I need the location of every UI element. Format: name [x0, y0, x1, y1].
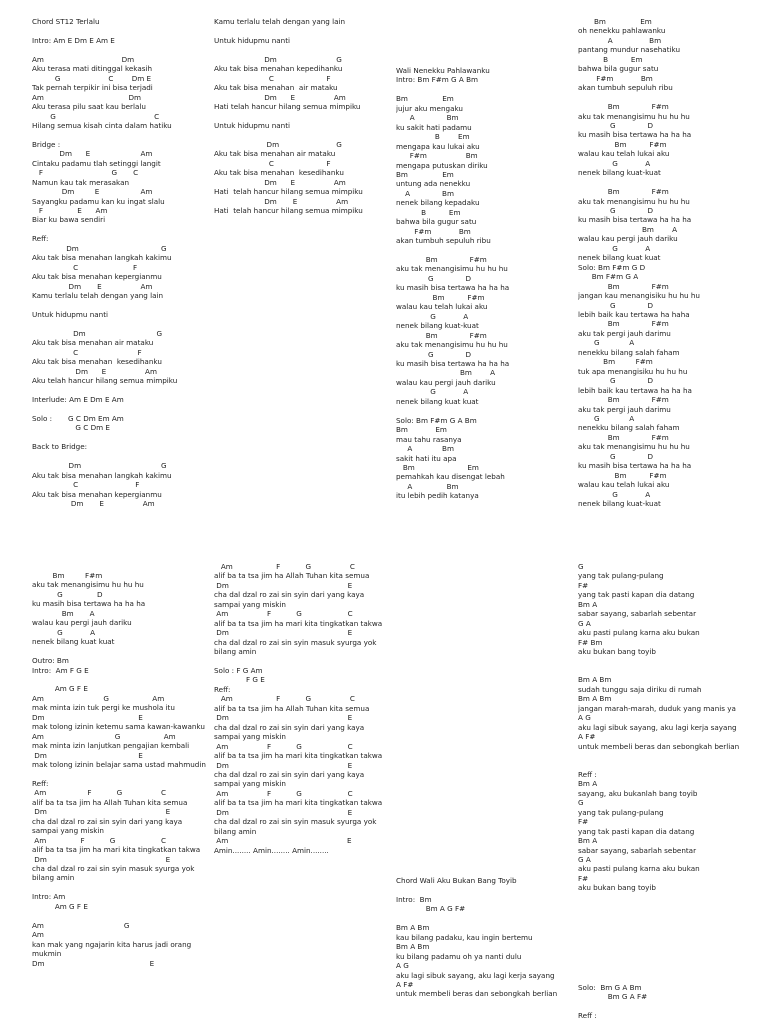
lyric-line: Intro: Am F G E — [32, 665, 89, 675]
blank-line — [32, 675, 210, 684]
chord-line: Bm A — [396, 368, 496, 378]
chord-line: A Bm — [578, 35, 662, 45]
blank-line — [32, 319, 210, 328]
lyric-line: yang tak pulang-pulang — [578, 807, 664, 817]
chord-line: Bm Em — [578, 17, 652, 26]
chord-line: F G E — [214, 675, 265, 685]
blank-line — [32, 26, 210, 35]
blank-line — [32, 433, 210, 442]
lyric-line: cha dal dzal ro zai sin syin dari yang kaya sampai yang miskin — [214, 722, 367, 742]
lyric-line: nenek bilang kuat kuat — [578, 253, 661, 263]
lyric-line: mak minta izin tuk pergi ke mushola itu — [32, 703, 175, 713]
chord-line: A F# — [396, 979, 414, 989]
chord-line: F#m Bm — [578, 73, 653, 83]
blank-line — [578, 93, 756, 102]
chord-line: Am F G C — [32, 788, 167, 798]
lyric-line: alif ba ta tsa jim ha mari kita tingkatkan takwa — [32, 845, 201, 855]
lyric-line: Intro: Am E Dm E Am E — [32, 35, 115, 45]
lyric-line: Aku tak bisa menahan kepergianmu — [32, 489, 162, 499]
lyric-line: aku tak menangisimu hu hu hu — [32, 580, 144, 590]
blank-line — [32, 769, 210, 778]
chord-line: Dm G — [214, 139, 342, 149]
chord-line: Am G Am — [32, 693, 165, 703]
chord-line: Bm Em — [396, 94, 454, 104]
chord-line: A Bm — [396, 444, 454, 454]
blank-line — [214, 657, 392, 666]
chord-line: F#m Bm — [396, 151, 478, 161]
chord-line: G A — [578, 158, 651, 168]
lyric-line: Bridge : — [32, 139, 61, 149]
chord-line: A Bm — [396, 113, 459, 123]
lyric-line: Outro: Bm — [32, 656, 69, 666]
chord-line: G C — [32, 111, 160, 121]
chord-line: G D — [578, 451, 654, 461]
lyric-line: oh nenekku pahlawanku — [578, 26, 666, 36]
lyric-line: sabar sayang, sabarlah sebentar — [578, 609, 697, 619]
chord-line: Dm E Am — [32, 187, 153, 197]
lyric-line: untung ada nenekku — [396, 179, 471, 189]
chord-line: Bm F#m — [396, 330, 487, 340]
lyric-line: Aku tak bisa menahan kepedihanku — [214, 64, 343, 74]
lyric-line: Sayangku padamu kan ku ingat slalu — [32, 196, 165, 206]
lyric-line: ku masih bisa tertawa ha ha ha — [578, 215, 692, 225]
chord-line: G — [578, 562, 584, 571]
lyric-line: Biar ku bawa sendiri — [32, 215, 106, 225]
chord-line: Bm F#m — [578, 281, 669, 291]
lyric-line: alif ba ta tsa jim ha Allah Tuhan kita semua — [214, 571, 370, 581]
lyric-line: akan tumbuh sepuluh ribu — [578, 83, 673, 93]
chord-line: Am G F E — [32, 684, 88, 694]
lyric-line: untuk membeli beras dan sebongkah berlian — [396, 989, 558, 999]
blank-line — [32, 386, 210, 395]
chord-line: Dm E — [214, 580, 353, 590]
chord-line: Am G F E — [32, 901, 88, 911]
chord-line: Am F G C — [214, 741, 353, 751]
lyric-line: Untuk hidupmu nanti — [214, 120, 291, 130]
chord-line: Am E — [214, 836, 352, 846]
lyric-line: pemahkah kau disengat lebah — [396, 472, 505, 482]
chord-line: G C Dm E — [32, 423, 110, 433]
chord-line: G A — [396, 311, 469, 321]
lyric-line: ku bilang padamu oh ya nanti dulu — [396, 951, 522, 961]
lyric-line: Intro: Bm — [396, 894, 432, 904]
chord-line: F# Bm — [578, 637, 603, 647]
chord-line: Am F G C — [214, 609, 353, 619]
lyric-line: Solo : G C Dm Em Am — [32, 413, 124, 423]
lyric-line: yang tak pasti kapan dia datang — [578, 590, 695, 600]
chord-line: Dm E Am — [32, 366, 157, 376]
lyric-line: walau kau telah lukai aku — [396, 302, 488, 312]
lyric-line: aku tak menangisimu hu hu hu — [578, 442, 690, 452]
col-1-top — [32, 17, 210, 508]
chord-line: G D — [578, 376, 654, 386]
col-3-bottom — [396, 876, 574, 999]
lyric-line: bahwa bila gugur satu — [396, 217, 477, 227]
chord-line: Am F G C — [214, 562, 355, 571]
col-4-top — [578, 17, 756, 509]
chord-line: Bm A Bm — [578, 675, 612, 685]
lyric-line: Back to Bridge: — [32, 442, 88, 452]
lyric-line: Kamu terlalu telah dengan yang lain — [32, 291, 164, 301]
lyric-line: Tak pernah terpikir ini bisa terjadi — [32, 83, 153, 93]
chord-line: Dm E Am — [214, 177, 346, 187]
chord-line: Am Dm — [32, 92, 141, 102]
blank-line — [578, 760, 756, 769]
chord-line: Bm A Bm — [396, 942, 430, 952]
chord-line: Bm F#m — [578, 319, 669, 329]
lyric-line: untuk membeli beras dan sebongkah berlian — [578, 741, 740, 751]
lyric-line: pantang mundur nasehatiku — [578, 45, 681, 55]
chord-line: Bm F#m — [578, 102, 669, 112]
chord-line: F G C — [32, 168, 139, 178]
chord-line: Dm E — [32, 712, 143, 722]
chord-line: A G — [396, 961, 409, 971]
lyric-line: Solo: Bm F#m G D — [578, 262, 646, 272]
chord-line: Bm Em — [396, 425, 447, 435]
lyric-line: Amin........ Amin........ Amin........ — [214, 845, 329, 855]
lyric-line: Namun kau tak merasakan — [32, 177, 130, 187]
lyric-line: alif ba ta tsa jim ha Allah Tuhan kita semua — [214, 703, 370, 713]
blank-line — [396, 246, 574, 255]
chord-line: G A — [32, 627, 96, 637]
lyric-line: mak minta izin lanjutkan pengajian kembali — [32, 741, 190, 751]
lyric-line: ku masih bisa tertawa ha ha ha — [396, 359, 510, 369]
lyric-line: aku tak menangisimu hu hu hu — [578, 196, 690, 206]
chord-line: Dm E Am — [32, 149, 153, 159]
lyric-line: aku tak menangisimu hu hu hu — [578, 111, 690, 121]
lyric-line: aku lagi sibuk sayang, aku lagi kerja sayang — [396, 970, 555, 980]
blank-line — [32, 647, 210, 656]
chord-line: C F — [214, 158, 331, 168]
chord-line: Am G Am — [32, 731, 176, 741]
chord-line: Bm F#m — [578, 357, 653, 367]
lyric-line: lebih baik kau tertawa ha haha — [578, 310, 690, 320]
chord-line: Dm E — [32, 750, 143, 760]
chord-line: Bm A Bm — [578, 694, 612, 704]
lyric-line: ku masih bisa tertawa ha ha ha — [32, 599, 146, 609]
lyric-line: cha dal dzal ro zai sin syin dari yang kaya sampai yang miskin — [32, 816, 185, 836]
lyric-line: aku tak pergi jauh darimu — [578, 404, 671, 414]
blank-line — [214, 112, 392, 121]
lyric-line: Cintaku padamu tlah setinggi langit — [32, 158, 161, 168]
lyric-line: lebih baik kau tertawa ha ha ha — [578, 385, 692, 395]
lyric-line: aku lagi sibuk sayang, aku lagi kerja sayang — [578, 722, 737, 732]
lyric-line: nenek bilang kuat-kuat — [578, 499, 661, 509]
chord-line: Dm E Am — [214, 92, 346, 102]
chord-line: B Em — [578, 54, 643, 64]
chord-line: B Em — [396, 132, 470, 142]
lyric-line: alif ba ta tsa jim ha mari kita tingkatkan takwa — [214, 618, 383, 628]
chord-line: G C Dm E — [32, 73, 152, 83]
lyric-line: mak tolong izinin ketemu sama kawan-kawanku — [32, 722, 205, 732]
chord-line: F# — [578, 580, 589, 590]
lyric-line: Aku tak bisa menahan kesedihanku — [214, 168, 344, 178]
lyric-line: Solo : F G Am — [214, 665, 263, 675]
chord-line: Am F G C — [32, 835, 167, 845]
lyric-line: Intro: Bm F#m G A Bm — [396, 75, 479, 85]
lyric-line: Hati telah hancur hilang semua mimpiku — [214, 102, 361, 112]
chord-line: G A — [578, 618, 591, 628]
lyric-line: mengapa putuskan diriku — [396, 160, 488, 170]
lyric-line: Aku tak bisa menahan air mataku — [214, 83, 338, 93]
chord-line: C F — [32, 480, 140, 490]
chord-line: Bm F#m — [578, 395, 669, 405]
lyric-line: jangan kau menangisiku hu hu hu — [578, 291, 700, 301]
chord-line: A F# — [578, 732, 596, 742]
blank-line — [32, 130, 210, 139]
blank-line — [32, 404, 210, 413]
chord-line: Bm G A F# — [578, 992, 648, 1002]
chord-line: Am — [32, 930, 44, 940]
lyric-line: Hati telah hancur hilang semua mimpiku — [214, 187, 363, 197]
chord-line: Am F G C — [214, 694, 355, 704]
lyric-line: cha dal dzal ro zai sin syin dari yang kaya sampai yang miskin — [214, 590, 367, 609]
chord-line: Bm F#m — [578, 187, 669, 197]
lyric-line: Reff: — [32, 234, 49, 244]
lyric-line: mak tolong izinin belajar sama ustad mahmudin — [32, 760, 206, 770]
lyric-line: sabar sayang, sabarlah sebentar — [578, 845, 697, 855]
lyric-line: ku sakit hati padamu — [396, 122, 472, 132]
lyric-line: sudah tunggu saja diriku di rumah — [578, 684, 702, 694]
chord-line: Bm F#m — [396, 292, 485, 302]
lyric-line: Aku tak bisa menahan air mataku — [32, 338, 154, 348]
lyric-line: aku tak pergi jauh darimu — [578, 328, 671, 338]
col-2-top — [214, 17, 392, 215]
lyric-line: nenek bilang kuat kuat — [32, 637, 115, 647]
lyric-line: nenek bilang kuat kuat — [396, 396, 479, 406]
lyric-line: ku masih bisa tertawa ha ha ha — [396, 283, 510, 293]
blank-line — [214, 45, 392, 54]
lyric-line: ku masih bisa tertawa ha ha ha — [578, 130, 692, 140]
chord-line: C F — [32, 347, 142, 357]
blank-line — [32, 452, 210, 461]
chord-line: Bm F#m — [578, 470, 667, 480]
lyric-line: aku tak menangisimu hu hu hu — [396, 264, 508, 274]
lyric-line: Kamu terlalu telah dengan yang lain — [214, 17, 346, 26]
chord-line: Dm E Am — [32, 281, 153, 291]
chord-line: G A — [396, 387, 469, 397]
lyric-line: ku masih bisa tertawa ha ha ha — [578, 461, 692, 471]
lyric-line: alif ba ta tsa jim ha Allah Tuhan kita semua — [32, 797, 188, 807]
chord-line: Dm G — [32, 328, 163, 338]
chord-line: Am Dm — [32, 54, 135, 64]
chord-line: Bm A G F# — [396, 904, 466, 914]
chord-line: Bm F#m G A — [578, 272, 639, 282]
lyric-line: tuk apa menangisiku hu hu hu — [578, 366, 688, 376]
lyric-line: cha dal dzal ro zai sin syin masuk syurga yok bilang amin — [32, 864, 197, 883]
chord-line: G D — [578, 206, 654, 216]
chord-line: Bm F#m — [578, 432, 669, 442]
lyric-line: walau kau pergi jauh dariku — [32, 618, 132, 628]
chord-line: F# — [578, 873, 589, 883]
lyric-line: Reff : — [578, 1011, 597, 1021]
chord-line: Am F G C — [214, 788, 353, 798]
lyric-line: walau kau telah lukai aku — [578, 149, 670, 159]
chord-line: Bm Em — [396, 462, 479, 472]
chord-line: Bm A Bm — [396, 923, 430, 933]
lyric-line: sakit hati itu apa — [396, 453, 457, 463]
chord-line: Dm E — [214, 628, 353, 638]
blank-line — [578, 666, 756, 675]
chord-line: Dm E — [214, 760, 353, 770]
lyric-line: aku bukan bang toyib — [578, 883, 656, 893]
chord-line: Bm F#m — [396, 255, 487, 265]
lyric-line: Chord Wali Aku Bukan Bang Toyib — [396, 876, 517, 885]
lyric-line: nenek bilang kuat-kuat — [578, 168, 661, 178]
blank-line — [396, 914, 574, 923]
lyric-line: Aku tak bisa menahan kepergianmu — [32, 272, 162, 282]
chord-line: G A — [578, 338, 635, 348]
lyric-line: walau kau telah lukai aku — [578, 480, 670, 490]
lyric-line: Aku tak bisa menahan langkah kakimu — [32, 253, 172, 263]
chord-line: G — [578, 798, 584, 808]
lyric-line: Solo: Bm F#m G A Bm — [396, 415, 477, 425]
col-3-top — [396, 66, 574, 501]
chord-line: Bm F#m — [578, 139, 667, 149]
lyric-line: cha dal dzal ro zai sin syin dari yang kaya sampai yang miskin — [214, 769, 367, 789]
lyric-line: nenekku bilang salah faham — [578, 423, 680, 433]
lyric-line: mengapa kau lukai aku — [396, 141, 480, 151]
lyric-line: sayang, aku bukanlah bang toyib — [578, 788, 698, 798]
lyric-line: cha dal dzal ro zai sin syin masuk syurga yok bilang amin — [214, 817, 379, 836]
chord-line: Bm A — [578, 836, 598, 846]
blank-line — [32, 225, 210, 234]
chord-line: G D — [396, 273, 472, 283]
lyric-line: walau kau pergi jauh dariku — [578, 234, 678, 244]
lyric-line: alif ba ta tsa jim ha mari kita tingkatkan takwa — [214, 798, 383, 808]
blank-line — [396, 885, 574, 894]
blank-line — [578, 657, 756, 666]
chord-line: G D — [578, 120, 654, 130]
lyric-line: Reff : — [578, 769, 597, 779]
lyric-line: walau kau pergi jauh dariku — [396, 377, 496, 387]
blank-line — [396, 406, 574, 415]
lyric-line: cha dal dzal ro zai sin syin masuk syurga yok bilang amin — [214, 637, 379, 657]
chord-line: Dm E Am — [214, 196, 349, 206]
lyric-line: Reff: — [32, 778, 49, 788]
chord-line: G A — [578, 489, 651, 499]
chord-line: Dm G — [32, 243, 167, 253]
lyric-line: Aku tak bisa menahan kesedihanku — [32, 357, 162, 367]
lyric-line: Wali Nenekku Pahlawanku — [396, 66, 490, 75]
blank-line — [396, 85, 574, 94]
chord-line: B Em — [396, 207, 461, 217]
lyric-line: bahwa bila gugur satu — [578, 64, 659, 74]
chord-line: Bm A — [578, 779, 598, 789]
blank-line — [32, 45, 210, 54]
lyric-line: Aku tak bisa menahan langkah kakimu — [32, 470, 172, 480]
lyric-line: akan tumbuh sepuluh ribu — [396, 236, 491, 246]
chord-line: C F — [214, 73, 331, 83]
blank-line — [32, 911, 210, 920]
chord-line: Dm E Am — [32, 498, 155, 508]
chord-line: Dm E — [214, 713, 353, 723]
chord-line: Dm E — [32, 807, 171, 817]
chord-line: Dm E — [32, 854, 171, 864]
chord-line: G A — [578, 854, 591, 864]
chord-line: G D — [578, 300, 654, 310]
col-1-bottom — [32, 571, 210, 968]
lyric-line: kan mak yang ngajarin kita harus jadi orang mukmin — [32, 939, 194, 959]
chord-line: G A — [578, 414, 635, 423]
lyric-line: Aku terasa pilu saat kau berlalu — [32, 102, 146, 112]
lyric-line: aku tak menangisimu hu hu hu — [396, 340, 508, 350]
chord-line: Dm G — [214, 54, 342, 64]
chord-line: C F — [32, 262, 138, 272]
lyric-line: nenek bilang kepadaku — [396, 198, 480, 208]
lyric-line: Aku tak bisa menahan air mataku — [214, 149, 336, 159]
chord-line: A G — [578, 713, 591, 723]
chord-line: G D — [396, 349, 472, 359]
lyric-line: Intro: Am — [32, 892, 66, 902]
chord-line: F# — [578, 817, 589, 827]
chord-line: Dm E — [214, 807, 353, 817]
chord-line: Bm A — [32, 608, 95, 618]
lyric-line: yang tak pasti kapan dia datang — [578, 826, 695, 836]
lyric-line: aku pasti pulang karna aku bukan — [578, 628, 700, 638]
lyric-line: Aku terasa mati ditinggal kekasih — [32, 64, 153, 74]
chord-line: Dm E — [32, 958, 155, 968]
chord-line: A Bm — [396, 481, 459, 491]
lyric-line: Aku telah hancur hilang semua mimpiku — [32, 376, 178, 386]
col-4-bottom-b — [578, 983, 756, 1021]
blank-line — [32, 301, 210, 310]
lyric-line: Hati telah hancur hilang semua mimpiku — [214, 206, 363, 215]
chord-line: F#m Bm — [396, 226, 471, 236]
col-4-bottom-a — [578, 562, 756, 893]
chord-line: Am G — [32, 920, 130, 930]
lyric-line: Hilang semua kisah cinta dalam hatiku — [32, 120, 172, 130]
lyric-line: nenekku bilang salah faham — [578, 347, 680, 357]
lyric-line: Solo: Bm G A Bm — [578, 983, 642, 992]
chord-line: Dm G — [32, 461, 167, 471]
chord-line: Bm F#m — [32, 571, 103, 580]
lyric-line: mau tahu rasanya — [396, 434, 462, 444]
lyric-line: Interlude: Am E Dm E Am — [32, 395, 124, 405]
chord-line: G D — [32, 589, 103, 599]
chord-line: Bm Em — [396, 169, 454, 179]
lyric-line: Chord ST12 Terlalu — [32, 17, 100, 26]
chord-line: G A — [578, 243, 651, 253]
blank-line — [32, 883, 210, 892]
lyric-line: kau bilang padaku, kau ingin bertemu — [396, 932, 533, 942]
lyric-line: Untuk hidupmu nanti — [214, 35, 291, 45]
lyric-line: jujur aku mengaku — [396, 103, 463, 113]
blank-line — [214, 130, 392, 139]
blank-line — [578, 751, 756, 760]
blank-line — [578, 178, 756, 187]
lyric-line: aku bukan bang toyib — [578, 647, 656, 657]
lyric-line: jangan marah-marah, duduk yang manis ya — [578, 703, 736, 713]
blank-line — [578, 1002, 756, 1011]
lyric-line: itu lebih pedih katanya — [396, 491, 479, 501]
lyric-line: alif ba ta tsa jim ha mari kita tingkatkan takwa — [214, 751, 383, 761]
lyric-line: aku pasti pulang karna aku bukan — [578, 864, 700, 874]
chord-line: F E Am — [32, 206, 108, 216]
chord-line: A Bm — [396, 188, 454, 198]
lyric-line: Untuk hidupmu nanti — [32, 309, 109, 319]
chord-line: Bm A — [578, 224, 678, 234]
col-2-bottom — [214, 562, 392, 855]
lyric-line: nenek bilang kuat-kuat — [396, 321, 479, 331]
blank-line — [214, 26, 392, 35]
chord-line: Bm A — [578, 599, 598, 609]
lyric-line: Reff: — [214, 684, 231, 694]
lyric-line: yang tak pulang-pulang — [578, 571, 664, 581]
